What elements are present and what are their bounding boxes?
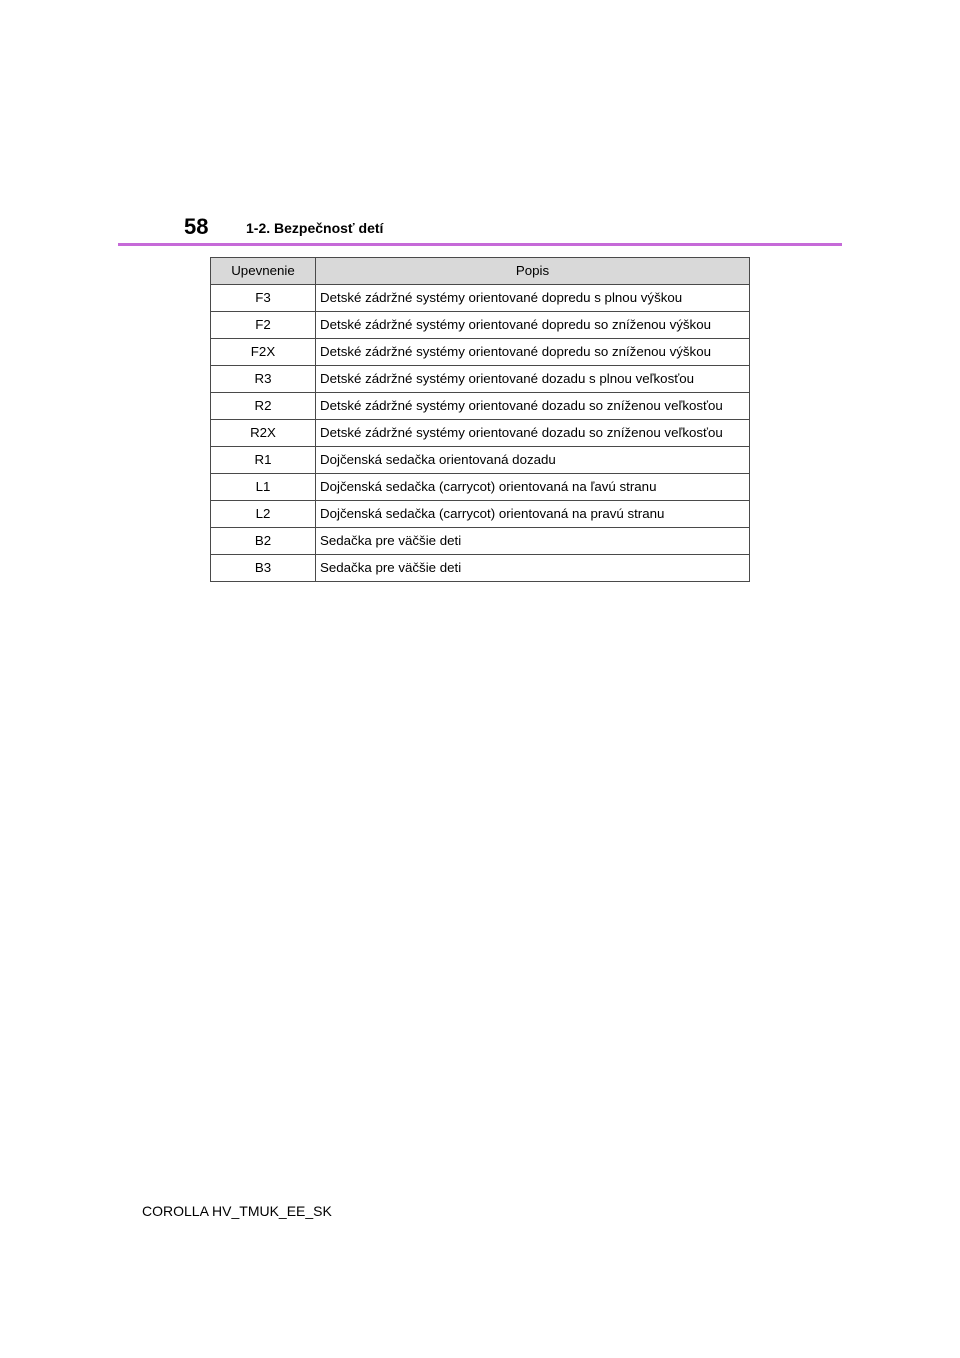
fixture-code: F2X bbox=[211, 339, 316, 366]
fixture-description: Sedačka pre väčšie deti bbox=[316, 528, 750, 555]
fixture-description: Dojčenská sedačka orientovaná dozadu bbox=[316, 447, 750, 474]
fixture-description: Detské zádržné systémy orientované dozadu so zníženou veľkosťou bbox=[316, 420, 750, 447]
table-header-row bbox=[211, 258, 750, 285]
fixture-description: Detské zádržné systémy orientované dopredu so zníženou výškou bbox=[316, 312, 750, 339]
fixture-code: L2 bbox=[211, 501, 316, 528]
fixture-description: Dojčenská sedačka (carrycot) orientovaná na ľavú stranu bbox=[316, 474, 750, 501]
header-divider bbox=[118, 243, 842, 246]
fixture-description: Dojčenská sedačka (carrycot) orientovaná na pravú stranu bbox=[316, 501, 750, 528]
table-row bbox=[211, 528, 750, 555]
table-row bbox=[211, 285, 750, 312]
table-row bbox=[211, 420, 750, 447]
table-row bbox=[211, 366, 750, 393]
section-title: 1-2. Bezpečnosť detí bbox=[246, 220, 384, 236]
page-number: 58 bbox=[184, 214, 209, 239]
fixture-description: Detské zádržné systémy orientované dozadu s plnou veľkosťou bbox=[316, 366, 750, 393]
fixture-description: Detské zádržné systémy orientované dopredu so zníženou výškou bbox=[316, 339, 750, 366]
table-row bbox=[211, 447, 750, 474]
fixture-code: B2 bbox=[211, 528, 316, 555]
table-row bbox=[211, 312, 750, 339]
fixture-description: Sedačka pre väčšie deti bbox=[316, 555, 750, 582]
fixture-code: F3 bbox=[211, 285, 316, 312]
fixture-code: L1 bbox=[211, 474, 316, 501]
table-row bbox=[211, 393, 750, 420]
fixture-table bbox=[210, 257, 750, 582]
table-row bbox=[211, 474, 750, 501]
fixture-description: Detské zádržné systémy orientované dozadu so zníženou veľkosťou bbox=[316, 393, 750, 420]
table-row bbox=[211, 339, 750, 366]
column-header-popis: Popis bbox=[316, 258, 750, 285]
table-row bbox=[211, 555, 750, 582]
fixture-code: R2X bbox=[211, 420, 316, 447]
footer-model-code: COROLLA HV_TMUK_EE_SK bbox=[142, 1203, 332, 1219]
fixture-code: F2 bbox=[211, 312, 316, 339]
table-row bbox=[211, 501, 750, 528]
fixture-code: R1 bbox=[211, 447, 316, 474]
fixture-code: R3 bbox=[211, 366, 316, 393]
fixture-description: Detské zádržné systémy orientované dopredu s plnou výškou bbox=[316, 285, 750, 312]
column-header-upevnenie: Upevnenie bbox=[211, 258, 316, 285]
fixture-code: B3 bbox=[211, 555, 316, 582]
fixture-code: R2 bbox=[211, 393, 316, 420]
